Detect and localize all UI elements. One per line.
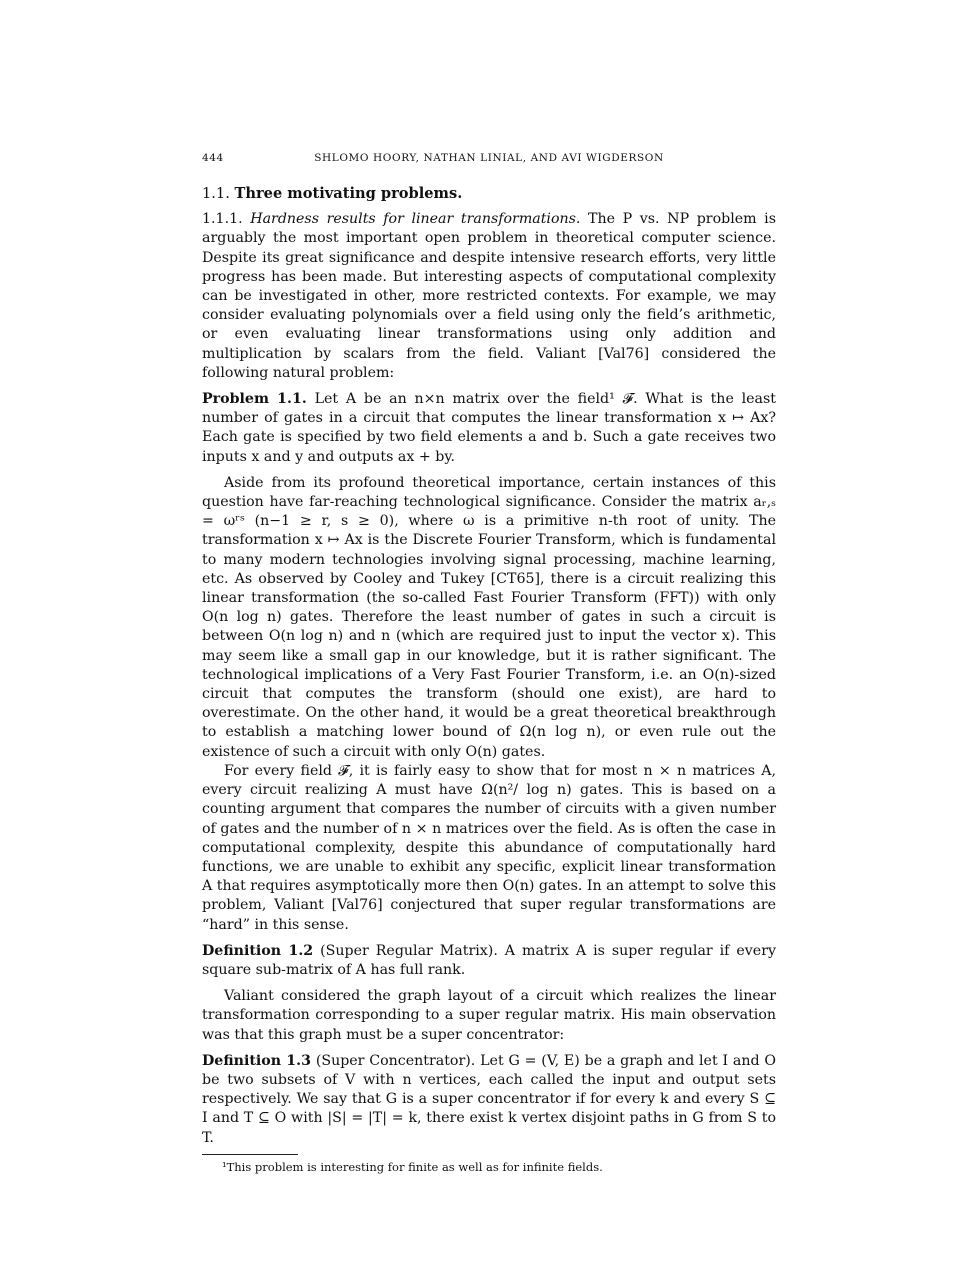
page-content — [202, 150, 776, 1175]
paragraph-graph-layout: Valiant considered the graph layout of a circuit which realizes the linear transformation corresponding to a super regular matrix. His main observation was that this graph must be a super concentrator: — [202, 988, 776, 1043]
problem-1-1 — [202, 390, 776, 467]
section-number: 1.1. — [202, 185, 230, 202]
subsection-paragraph — [202, 210, 776, 383]
section-heading — [202, 184, 776, 203]
definition-super-regular — [202, 942, 776, 980]
definition-1-3-text: Let G = (V, E) be a graph and let I and O be two subsets of V with n vertices, each called the input and output sets respectively. We say that G is a super concentrator if for every k and every S ⊆ I and T ⊆ O with |S| = |T| = k, there exist k vertex disjoint paths in G from S to T. — [202, 1052, 776, 1146]
subsection-text: The P vs. NP problem is arguably the most important open problem in theoretical computer science. Despite its great significance and despite intensive research efforts, very little progress has been made. But interesting aspects of computational complexity can be investigated in other, more restricted contexts. For example, we may consider evaluating polynomials over a field using only the field’s arithmetic, or even evaluating linear transformations using only addition and multiplication by scalars from the field. Valiant [Val76] considered the following natural problem: — [202, 211, 776, 381]
problem-text: Let A be an n×n matrix over the field¹ 𝓕. What is the least number of gates in a circuit that computes the linear transformation x ↦ Ax? Each gate is specified by two field elements a and b. Such a gate receives two inputs x and y and outputs ax + by. — [202, 391, 776, 465]
definition-1-2-label: Definition 1.2 — [202, 942, 314, 959]
definition-1-3-label: Definition 1.3 — [202, 1052, 311, 1069]
definition-1-3-name: (Super Concentrator). — [315, 1052, 476, 1069]
definition-1-2-name: (Super Regular Matrix). — [320, 942, 498, 959]
subsection-number: 1.1.1. — [202, 211, 243, 228]
running-header-authors: SHLOMO HOORY, NATHAN LINIAL, AND AVI WIGDERSON — [314, 152, 664, 164]
subsection-title: Hardness results for linear transformations. — [250, 211, 581, 228]
definition-super-concentrator — [202, 1052, 776, 1148]
paragraph-fft: Aside from its profound theoretical importance, certain instances of this question have far-reaching technological significance. Consider the matrix aᵣ,ₛ = ωʳˢ (n−1 ≥ r, s ≥ 0), where ω is a primitive n-th root of unity. The transformation x ↦ Ax is the Discrete Fourier Transform, which is fundamental to many modern technologies involving signal processing, machine learning, etc. As observed by Cooley and Tukey [CT65], there is a circuit realizing this linear transformation (the so-called Fast Fourier Transform (FFT)) with only O(n log n) gates. Therefore the least number of gates in such a circuit is between O(n log n) and n (which are required just to input the vector x). This may seem like a small gap in our knowledge, but it is rather significant. The technological implications of a Very Fast Fourier Transform, i.e. an O(n)-sized circuit that computes the transform (should one exist), are hard to overestimate. On the other hand, it would be a great theoretical breakthrough to establish a matching lower bound of Ω(n log n), or even rule out the existence of such a circuit with only O(n) gates. — [202, 474, 776, 760]
running-header — [202, 150, 776, 168]
footnote-divider — [202, 1154, 298, 1155]
problem-label: Problem 1.1. — [202, 391, 307, 408]
section-title: Three motivating problems. — [234, 185, 463, 202]
footnote: ¹This problem is interesting for finite as well as for infinite fields. — [222, 1159, 603, 1174]
paragraph-counting: For every field 𝓕, it is fairly easy to show that for most n × n matrices A, every circuit realizing A must have Ω(n²/ log n) gates. This is based on a counting argument that compares the number of circuits with a given number of gates and the number of n × n matrices over the field. As is often the case in computational complexity, despite this abundance of computationally hard functions, we are unable to exhibit any specific, explicit linear transformation A that requires asymptotically more then O(n) gates. In an attempt to solve this problem, Valiant [Val76] conjectured that super regular transformations are “hard” in this sense. — [202, 762, 776, 933]
definition-1-2-text: A matrix A is super regular if every square sub-matrix of A has full rank. — [202, 942, 777, 978]
page-number: 444 — [202, 152, 224, 164]
